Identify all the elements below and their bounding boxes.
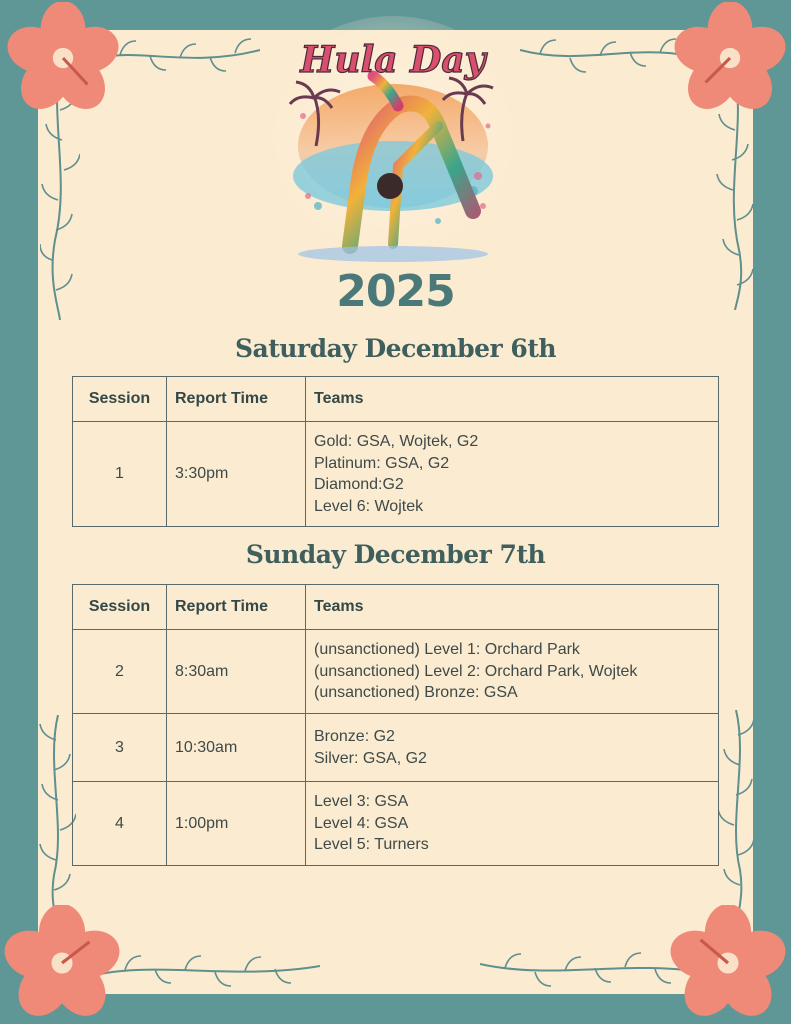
team-line: Level 3: GSA [314,793,409,811]
session-number: 1 [73,422,167,527]
teams-cell [306,782,719,866]
team-line: Diamond:G2 [314,476,404,493]
team-line: (unsanctioned) Bronze: GSA [314,684,518,702]
table-header-row [73,585,719,630]
hibiscus-flower-icon [4,2,122,114]
team-line: Bronze: G2 [314,728,395,745]
session-number: 4 [73,782,167,866]
day-heading-sunday: Sunday December 7th [245,540,546,569]
team-line: (unsanctioned) Level 2: Orchard Park, Wojtek [314,662,638,680]
vine-icon [100,950,320,990]
teams-cell [306,630,719,714]
table-row [73,782,719,866]
table-row [73,422,719,527]
report-time: 1:00pm [167,782,306,866]
vine-icon [36,715,76,925]
report-time: 10:30am [167,714,306,782]
column-header-session: Session [73,585,167,630]
team-line: Level 6: Wojtek [314,497,424,515]
vine-icon [718,710,758,920]
vine-icon [480,950,700,990]
report-time: 3:30pm [167,422,306,527]
table-row [73,630,719,714]
table-row [73,714,719,782]
schedule-table-sunday [72,584,719,866]
event-year: 2025 [336,266,455,317]
logo-text: Hula Day [300,39,486,81]
column-header-teams: Teams [306,377,719,422]
hibiscus-flower-icon [668,905,788,1021]
teams-cell [306,714,719,782]
session-number: 2 [73,630,167,714]
report-time: 8:30am [167,630,306,714]
team-line: Level 4: GSA [314,814,409,832]
vine-icon [520,36,690,76]
team-line: Level 5: Turners [314,836,429,854]
team-line: (unsanctioned) Level 1: Orchard Park [314,641,580,659]
hibiscus-flower-icon [672,2,788,114]
day-heading-saturday: Saturday December 6th [234,334,557,363]
team-line: Silver: GSA, G2 [314,749,427,767]
column-header-session: Session [73,377,167,422]
column-header-teams: Teams [306,585,719,630]
hula-day-logo [248,6,538,284]
team-line: Platinum: GSA, G2 [314,454,450,472]
vine-icon [100,38,260,78]
column-header-report-time: Report Time [167,377,306,422]
session-number: 3 [73,714,167,782]
teams-cell [306,422,719,527]
table-header-row [73,377,719,422]
hibiscus-flower-icon [2,905,122,1021]
schedule-table-saturday [72,376,719,527]
column-header-report-time: Report Time [167,585,306,630]
team-line: Gold: GSA, Wojtek, G2 [314,433,479,450]
